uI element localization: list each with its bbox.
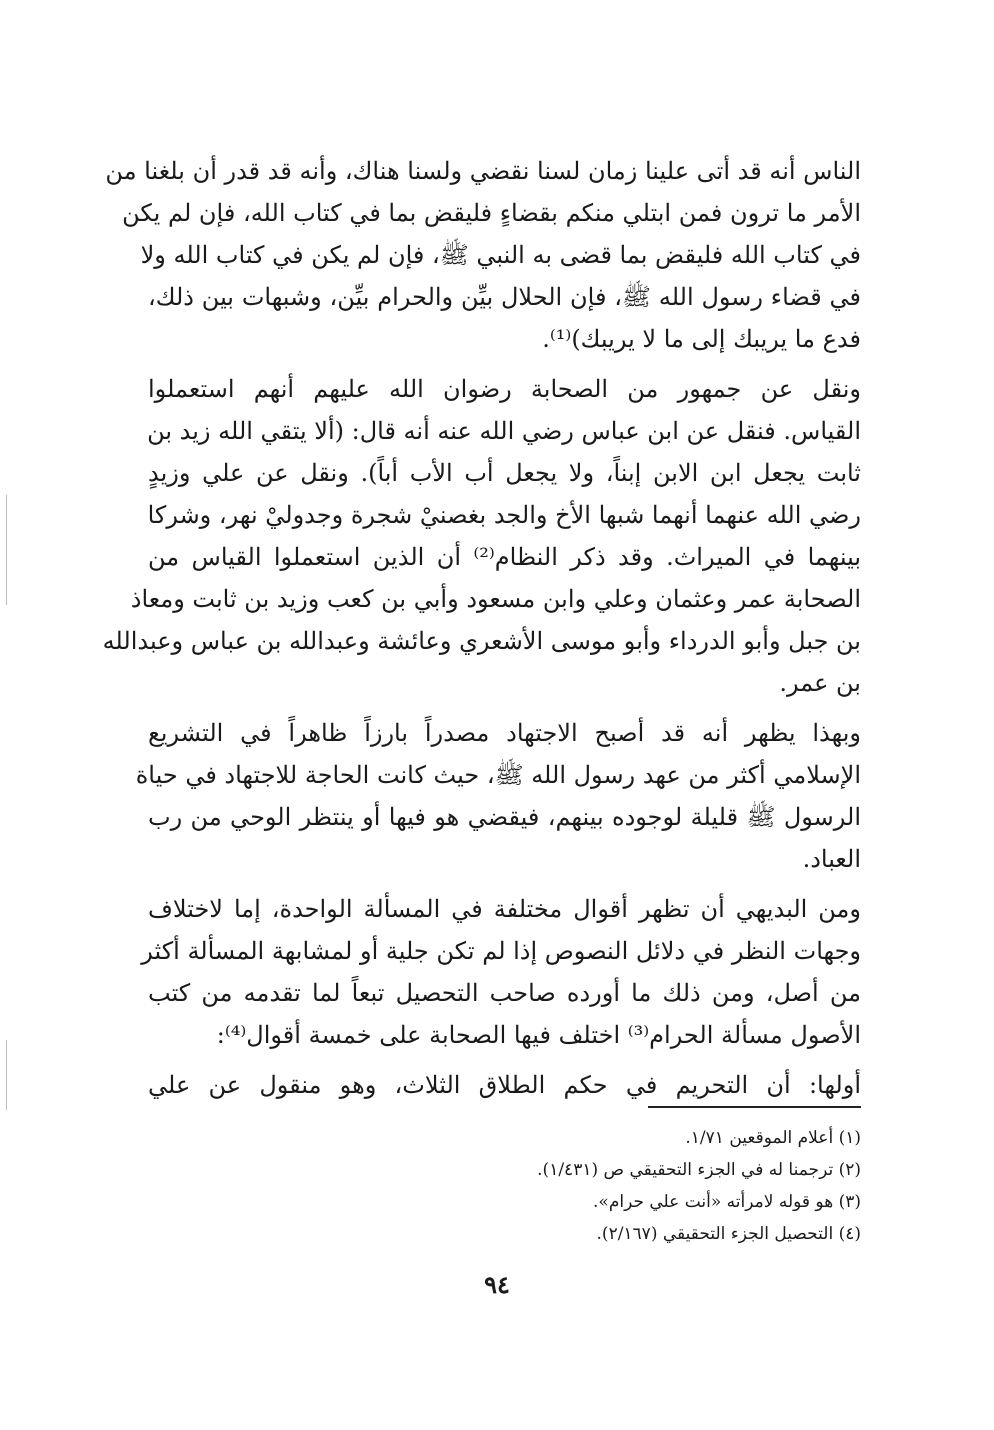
footnote-1: (١) أعلام الموقعين ١/٧١.: [685, 1128, 861, 1148]
text-line: ونقل عن جمهور من الصحابة رضوان الله عليهم أنهم استعملوا: [148, 375, 861, 403]
text-line: وبهذا يظهر أنه قد أصبح الاجتهاد مصدراً بارزاً ظاهراً في التشريع: [148, 719, 861, 747]
paragraph-4: [141, 888, 861, 1056]
text-line: الصحابة عمر وعثمان وعلي وابن مسعود وأبي بن كعب وزيد بن ثابت ومعاذ: [130, 585, 861, 613]
text-line: في كتاب الله فليقض بما قضى به النبي ﷺ، فإن لم يكن في كتاب الله ولا: [140, 241, 861, 269]
scan-edge-mark-lower: [6, 1040, 7, 1110]
text-line: ثابت يجعل ابن الابن إبناً، ولا يجعل أب الأب أباً). ونقل عن علي وزيدٍ: [148, 459, 861, 487]
paragraph-5: [148, 1064, 861, 1106]
paragraph-3: [135, 712, 861, 880]
text-line: من أصل، ومن ذلك ما أورده صاحب التحصيل تبعاً لما تقدمه من كتب: [148, 979, 861, 1007]
text-line: رضي الله عنهما أنهما شبها الأخ والجد بغصنيْ شجرة وجدوليْ نهر، وشركا: [147, 501, 861, 529]
paragraph-1: [105, 150, 861, 360]
scan-edge-mark: [6, 495, 7, 605]
footnote-2: (٢) ترجمنا له في الجزء التحقيقي ص (١/٤٣١).: [537, 1160, 861, 1180]
text-line: وجهات النظر في دلائل النصوص إذا لم تكن جلية أو لمشابهة المسألة أكثر: [141, 937, 861, 965]
text-line: الناس أنه قد أتى علينا زمان لسنا نقضي ولسنا هناك، وأنه قد قدر أن بلغنا من: [105, 157, 861, 185]
paragraph-2: [102, 368, 861, 704]
footnotes: [148, 1122, 861, 1250]
footnote-divider: [648, 1106, 861, 1108]
body-text: [102, 150, 861, 1106]
text-line: الإسلامي أكثر من عهد رسول الله ﷺ، حيث كانت الحاجة للاجتهاد في حياة: [135, 761, 861, 789]
footnote-4: (٤) التحصيل الجزء التحقيقي (٢/١٦٧).: [596, 1224, 861, 1244]
text-line: بن عمر.: [779, 669, 861, 697]
text-line: القياس. فنقل عن ابن عباس رضي الله عنه أنه قال: (ألا يتقي الله زيد بن: [147, 417, 861, 445]
text-line: أولها: أن التحريم في حكم الطلاق الثلاث، وهو منقول عن علي: [148, 1071, 861, 1099]
text-line: الأمر ما ترون فمن ابتلي منكم بقضاءٍ فليقض بما في كتاب الله، فإن لم يكن: [122, 199, 861, 227]
footnote-3: (٣) هو قوله لامرأته «أنت علي حرام».: [593, 1192, 861, 1212]
page-number: ٩٤: [484, 1270, 510, 1299]
text-line: في قضاء رسول الله ﷺ، فإن الحلال بيِّن والحرام بيِّن، وشبهات بين ذلك،: [148, 283, 861, 311]
text-line: الأصول مسألة الحرام⁽³⁾ اختلف فيها الصحابة على خمسة أقوال⁽⁴⁾:: [216, 1021, 861, 1049]
text-line: بن جبل وأبو الدرداء وأبو موسى الأشعري وعائشة وعبدالله بن عباس وعبدالله: [102, 627, 861, 655]
text-line: فدع ما يريبك إلى ما لا يريبك)⁽¹⁾.: [542, 325, 861, 353]
text-line: الرسول ﷺ قليلة لوجوده بينهم، فيقضي هو فيها أو ينتظر الوحي من رب: [148, 803, 861, 831]
text-line: بينهما في الميراث. وقد ذكر النظام⁽²⁾ أن الذين استعملوا القياس من: [148, 543, 861, 571]
text-line: ومن البديهي أن تظهر أقوال مختلفة في المسألة الواحدة، إما لاختلاف: [148, 895, 861, 923]
text-line: العباد.: [802, 845, 861, 873]
